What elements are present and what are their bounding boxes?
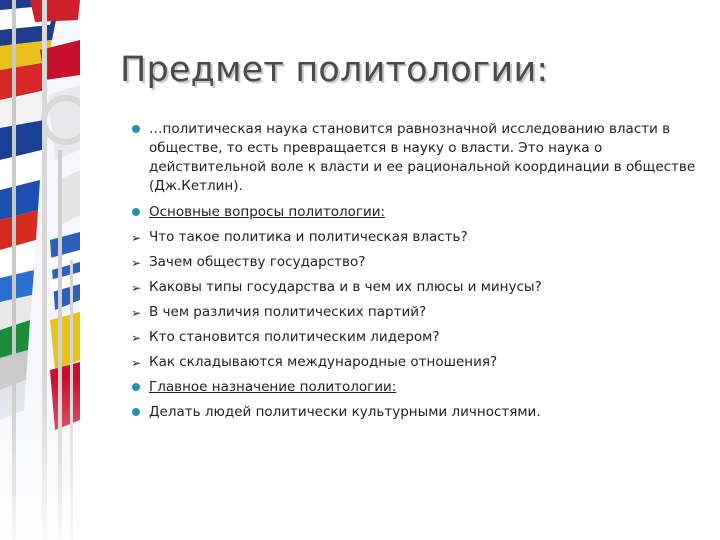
- list-item: [132, 303, 702, 322]
- item-text: Каковы типы государства и в чем их плюсы и минусы?: [149, 279, 542, 295]
- item-text: Как складываются международные отношения?: [149, 354, 498, 370]
- item-text: Делать людей политически культурными личностями.: [149, 404, 541, 420]
- arrow-bullet-icon: ➢: [131, 231, 142, 245]
- list-item: [132, 353, 702, 372]
- list-item: [132, 328, 702, 347]
- list-item: [132, 203, 702, 222]
- item-text: Что такое политика и политическая власть?: [149, 229, 468, 245]
- arrow-bullet-icon: ➢: [131, 331, 142, 345]
- arrow-bullet-icon: ➢: [131, 306, 142, 320]
- arrow-bullet-icon: ➢: [131, 281, 142, 295]
- slide-content: [132, 120, 702, 428]
- item-text: …политическая наука становится равнозначной исследованию власти в обществе, то есть превращается в науку о власти. Это наука о действительной воле к власти и ее рациональной координации в обществе (Дж.Кетлин).: [149, 121, 696, 194]
- item-text: В чем различия политических партий?: [149, 304, 427, 320]
- item-text: Кто становится политическим лидером?: [149, 329, 440, 345]
- list-item: [132, 403, 702, 422]
- list-item: [132, 378, 702, 397]
- bullet-dot-icon: [132, 208, 140, 216]
- list-item: [132, 120, 702, 196]
- list-item: [132, 228, 702, 247]
- bullet-dot-icon: [132, 408, 140, 416]
- slide-title: Предмет политологии:: [120, 50, 549, 90]
- arrow-bullet-icon: ➢: [131, 356, 142, 370]
- item-text: Зачем обществу государство?: [149, 254, 366, 270]
- list-item: [132, 253, 702, 272]
- flags-decoration: [0, 0, 80, 540]
- bullet-dot-icon: [132, 383, 140, 391]
- section-heading-main-questions: Основные вопросы политологии:: [149, 204, 386, 220]
- arrow-bullet-icon: ➢: [131, 256, 142, 270]
- section-heading-main-purpose: Главное назначение политологии:: [149, 379, 397, 395]
- bullet-dot-icon: [132, 125, 140, 133]
- list-item: [132, 278, 702, 297]
